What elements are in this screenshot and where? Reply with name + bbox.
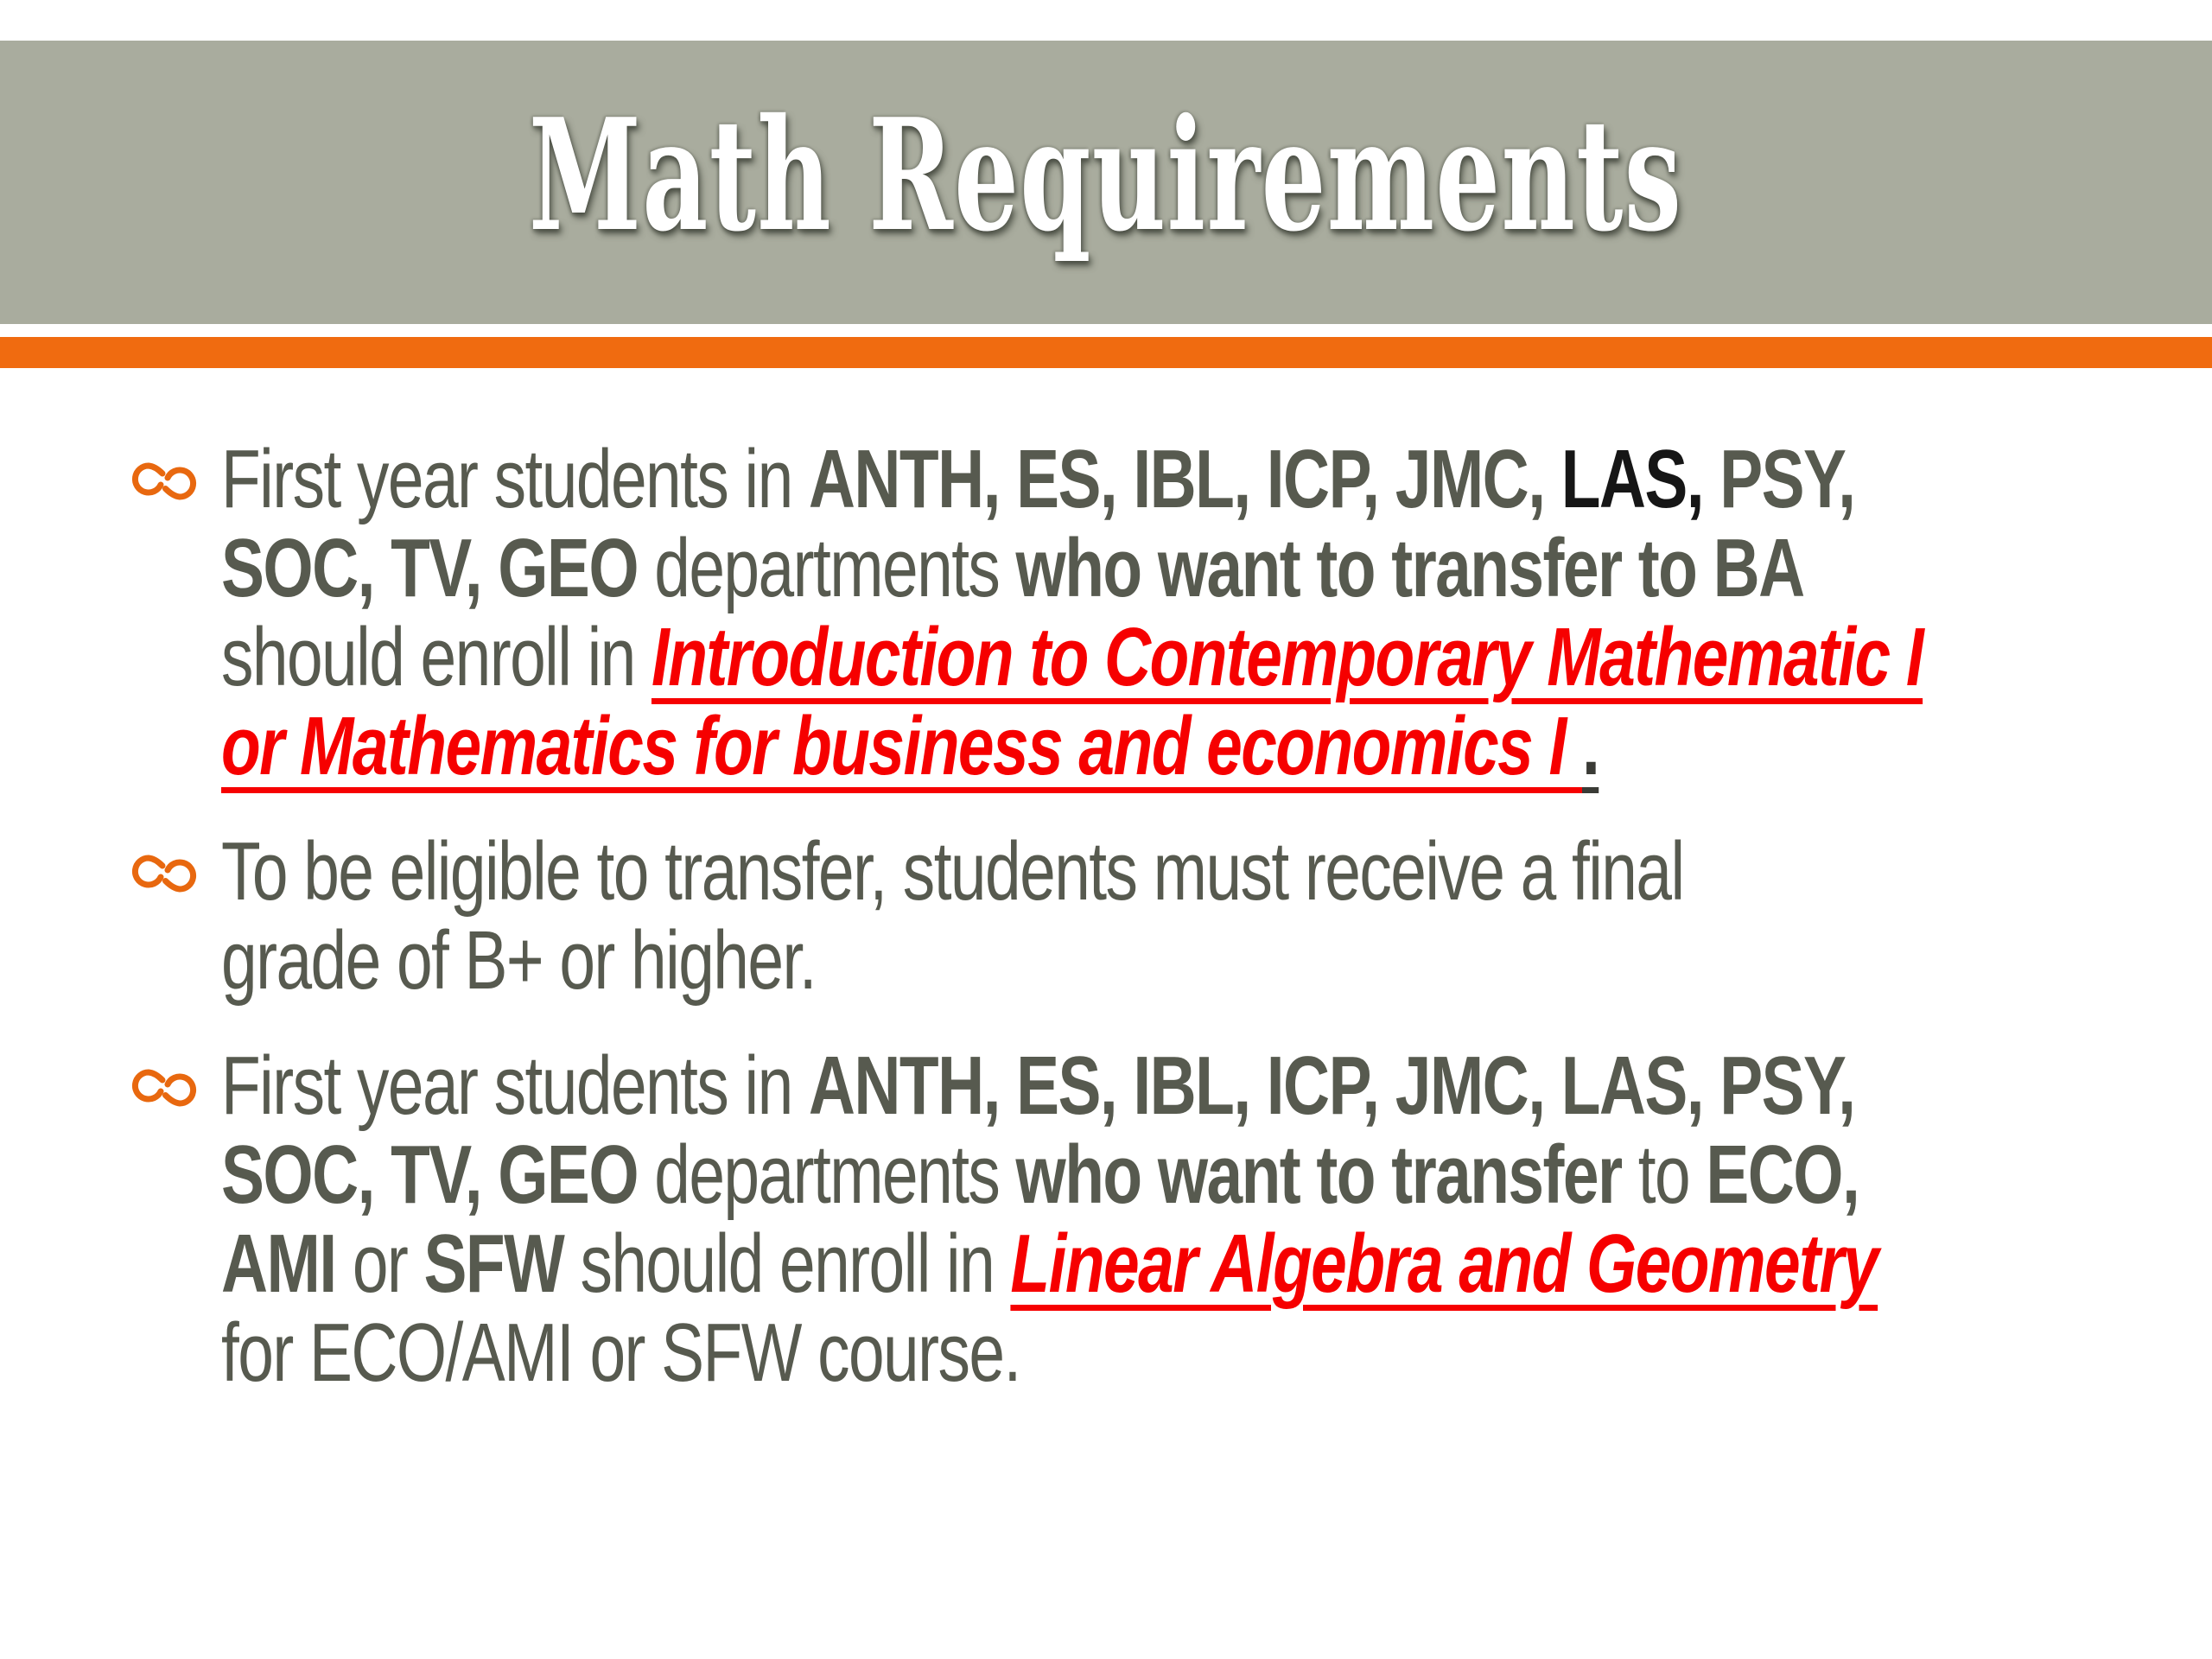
bullet-item [131, 435, 2160, 791]
text-segment: First year students in [221, 1039, 809, 1132]
text-segment: AMI [221, 1217, 353, 1310]
text-segment: departments [654, 1128, 1016, 1221]
text-line [221, 613, 1923, 702]
text-segment: PSY, [1703, 433, 1855, 525]
slide-title: Math Requirements [529, 85, 1683, 265]
text-segment: for ECO/AMI or SFW course. [221, 1306, 1020, 1399]
text-segment: should enroll in [221, 611, 652, 703]
bullet-text [221, 827, 1684, 1005]
text-line [221, 916, 1684, 1005]
course-link[interactable]: Introduction to Contemporary Mathematic I [651, 611, 1923, 703]
bullet-text [221, 435, 1923, 791]
text-segment: ANTH, ES, IBL, ICP, JMC, LAS, PSY, [808, 1039, 1855, 1132]
text-segment: grade of B+ or higher. [221, 914, 816, 1007]
text-segment: SFW [423, 1217, 581, 1310]
text-segment: First year students in [221, 433, 809, 525]
text-line [221, 1219, 1878, 1308]
text-segment: ECO, [1706, 1128, 1859, 1221]
course-link[interactable]: Linear Algebra and Geometry [1010, 1217, 1878, 1310]
text-line [221, 435, 1923, 524]
text-segment: should enroll in [580, 1217, 1011, 1310]
text-segment: LAS, [1560, 433, 1704, 525]
text-line [221, 524, 1923, 613]
text-segment: to [1637, 1128, 1707, 1221]
text-segment: who want to transfer to BA [1015, 522, 1804, 614]
chain-links-bullet-icon [131, 844, 199, 905]
text-line [221, 1041, 1878, 1130]
text-segment: or [352, 1217, 424, 1310]
course-link[interactable]: or Mathematics for business and economics I [221, 700, 1582, 792]
text-line [221, 702, 1923, 791]
text-segment: ANTH, ES, IBL, ICP, JMC, [808, 433, 1561, 525]
bullet-text [221, 1041, 1878, 1397]
text-line [221, 1130, 1878, 1219]
bullet-item [131, 1041, 2160, 1397]
text-segment: To be eligible to transfer, students must receive a final [221, 825, 1684, 918]
bullet-item [131, 827, 2160, 1005]
text-segment: departments [654, 522, 1016, 614]
title-band [0, 41, 2212, 324]
text-segment: SOC, TV, GEO [221, 1128, 655, 1221]
text-segment: who want to transfer [1015, 1128, 1638, 1221]
text-segment: SOC, TV, GEO [221, 522, 655, 614]
text-line [221, 827, 1684, 916]
text-line [221, 1308, 1878, 1397]
chain-links-bullet-icon [131, 1058, 199, 1119]
chain-links-bullet-icon [131, 452, 199, 512]
text-segment: . [1581, 700, 1599, 792]
orange-divider [0, 337, 2212, 368]
bullet-list [131, 435, 2160, 1433]
